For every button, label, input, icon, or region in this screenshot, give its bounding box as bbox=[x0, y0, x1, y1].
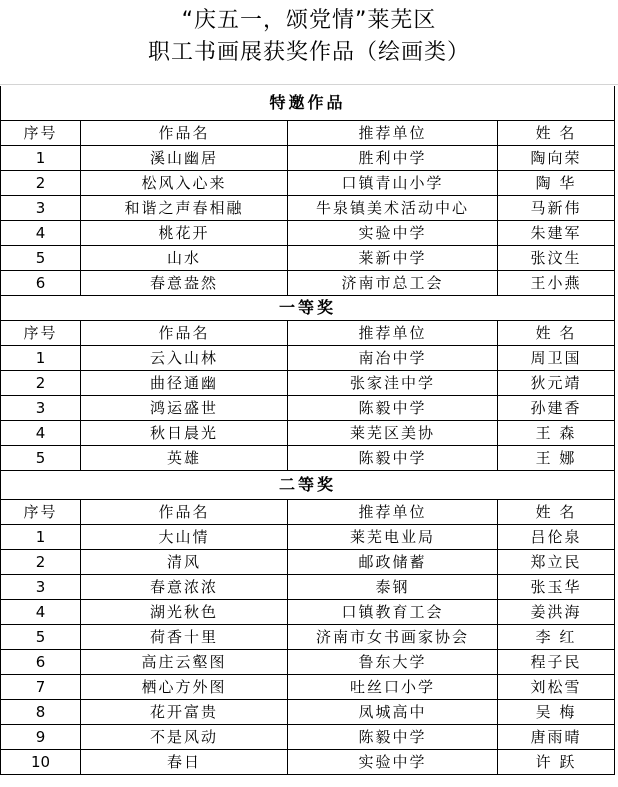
column-header: 姓 名 bbox=[498, 321, 615, 346]
cell-title: 湖光秋色 bbox=[81, 600, 288, 625]
awards-table bbox=[0, 86, 615, 775]
cell-unit: 济南市总工会 bbox=[288, 271, 498, 296]
section-title: 特邀作品 bbox=[1, 86, 615, 121]
cell-title: 溪山幽居 bbox=[81, 146, 288, 171]
cell-title: 春意盎然 bbox=[81, 271, 288, 296]
cell-name: 王 森 bbox=[498, 421, 615, 446]
cell-unit: 实验中学 bbox=[288, 221, 498, 246]
cell-unit: 莱芜区美协 bbox=[288, 421, 498, 446]
table-row bbox=[1, 371, 615, 396]
cell-number: 4 bbox=[1, 600, 81, 625]
cell-number: 5 bbox=[1, 446, 81, 471]
column-header: 推荐单位 bbox=[288, 500, 498, 525]
cell-unit: 口镇青山小学 bbox=[288, 171, 498, 196]
section-title: 一等奖 bbox=[1, 296, 615, 321]
cell-unit: 莱芜电业局 bbox=[288, 525, 498, 550]
cell-number: 2 bbox=[1, 171, 81, 196]
cell-number: 4 bbox=[1, 221, 81, 246]
cell-unit: 胜利中学 bbox=[288, 146, 498, 171]
cell-number: 3 bbox=[1, 196, 81, 221]
cell-name: 张汶生 bbox=[498, 246, 615, 271]
sheet-gridline bbox=[0, 84, 618, 85]
cell-name: 王小燕 bbox=[498, 271, 615, 296]
table-row bbox=[1, 525, 615, 550]
section-row bbox=[1, 296, 615, 321]
title-block bbox=[0, 0, 618, 86]
cell-name: 程子民 bbox=[498, 650, 615, 675]
cell-number: 4 bbox=[1, 421, 81, 446]
title-line-2: 职工书画展获奖作品（绘画类） bbox=[147, 40, 470, 65]
cell-number: 3 bbox=[1, 575, 81, 600]
cell-number: 7 bbox=[1, 675, 81, 700]
cell-title: 秋日晨光 bbox=[81, 421, 288, 446]
cell-name: 郑立民 bbox=[498, 550, 615, 575]
cell-unit: 口镇教育工会 bbox=[288, 600, 498, 625]
cell-number: 1 bbox=[1, 346, 81, 371]
cell-name: 孙建香 bbox=[498, 396, 615, 421]
cell-title: 和谐之声春相融 bbox=[81, 196, 288, 221]
cell-name: 狄元靖 bbox=[498, 371, 615, 396]
table-row bbox=[1, 221, 615, 246]
table-row bbox=[1, 600, 615, 625]
cell-unit: 吐丝口小学 bbox=[288, 675, 498, 700]
cell-name: 李 红 bbox=[498, 625, 615, 650]
cell-unit: 牛泉镇美术活动中心 bbox=[288, 196, 498, 221]
cell-number: 8 bbox=[1, 700, 81, 725]
table-row bbox=[1, 550, 615, 575]
cell-number: 3 bbox=[1, 396, 81, 421]
cell-title: 花开富贵 bbox=[81, 700, 288, 725]
cell-number: 1 bbox=[1, 146, 81, 171]
cell-number: 2 bbox=[1, 550, 81, 575]
table-row bbox=[1, 625, 615, 650]
cell-number: 10 bbox=[1, 750, 81, 775]
cell-name: 陶向荣 bbox=[498, 146, 615, 171]
cell-name: 王 娜 bbox=[498, 446, 615, 471]
cell-name: 陶 华 bbox=[498, 171, 615, 196]
cell-title: 春意浓浓 bbox=[81, 575, 288, 600]
table-row bbox=[1, 421, 615, 446]
table-row bbox=[1, 346, 615, 371]
cell-name: 张玉华 bbox=[498, 575, 615, 600]
cell-title: 鸿运盛世 bbox=[81, 396, 288, 421]
column-header: 推荐单位 bbox=[288, 121, 498, 146]
cell-unit: 凤城高中 bbox=[288, 700, 498, 725]
title-line-1: “庆五一，颂党情”莱芜区 bbox=[181, 8, 437, 33]
cell-title: 大山情 bbox=[81, 525, 288, 550]
cell-number: 9 bbox=[1, 725, 81, 750]
column-header: 姓 名 bbox=[498, 500, 615, 525]
cell-name: 许 跃 bbox=[498, 750, 615, 775]
column-header: 序号 bbox=[1, 321, 81, 346]
cell-unit: 张家洼中学 bbox=[288, 371, 498, 396]
cell-name: 唐雨晴 bbox=[498, 725, 615, 750]
section-title: 二等奖 bbox=[1, 471, 615, 500]
cell-title: 英雄 bbox=[81, 446, 288, 471]
cell-number: 6 bbox=[1, 650, 81, 675]
column-header: 序号 bbox=[1, 500, 81, 525]
cell-name: 刘松雪 bbox=[498, 675, 615, 700]
cell-name: 吕伦泉 bbox=[498, 525, 615, 550]
table-row bbox=[1, 725, 615, 750]
column-header: 作品名 bbox=[81, 321, 288, 346]
table-row bbox=[1, 396, 615, 421]
cell-title: 曲径通幽 bbox=[81, 371, 288, 396]
cell-title: 桃花开 bbox=[81, 221, 288, 246]
header-row bbox=[1, 121, 615, 146]
cell-title: 清风 bbox=[81, 550, 288, 575]
cell-title: 高庄云壑图 bbox=[81, 650, 288, 675]
cell-title: 荷香十里 bbox=[81, 625, 288, 650]
table-row bbox=[1, 171, 615, 196]
table-row bbox=[1, 196, 615, 221]
cell-unit: 鲁东大学 bbox=[288, 650, 498, 675]
cell-number: 5 bbox=[1, 246, 81, 271]
table-row bbox=[1, 750, 615, 775]
cell-title: 不是风动 bbox=[81, 725, 288, 750]
table-row bbox=[1, 146, 615, 171]
cell-unit: 陈毅中学 bbox=[288, 725, 498, 750]
header-row bbox=[1, 500, 615, 525]
cell-unit: 实验中学 bbox=[288, 750, 498, 775]
column-header: 作品名 bbox=[81, 500, 288, 525]
cell-number: 6 bbox=[1, 271, 81, 296]
cell-name: 朱建军 bbox=[498, 221, 615, 246]
cell-unit: 南冶中学 bbox=[288, 346, 498, 371]
table-row bbox=[1, 650, 615, 675]
cell-name: 周卫国 bbox=[498, 346, 615, 371]
column-header: 推荐单位 bbox=[288, 321, 498, 346]
cell-unit: 邮政储蓄 bbox=[288, 550, 498, 575]
section-row bbox=[1, 471, 615, 500]
table-row bbox=[1, 446, 615, 471]
table-row bbox=[1, 271, 615, 296]
table-row bbox=[1, 700, 615, 725]
cell-number: 5 bbox=[1, 625, 81, 650]
header-row bbox=[1, 321, 615, 346]
table-row bbox=[1, 575, 615, 600]
cell-title: 山水 bbox=[81, 246, 288, 271]
cell-unit: 泰钢 bbox=[288, 575, 498, 600]
cell-name: 吴 梅 bbox=[498, 700, 615, 725]
cell-title: 云入山林 bbox=[81, 346, 288, 371]
cell-name: 马新伟 bbox=[498, 196, 615, 221]
cell-unit: 陈毅中学 bbox=[288, 446, 498, 471]
cell-unit: 陈毅中学 bbox=[288, 396, 498, 421]
column-header: 序号 bbox=[1, 121, 81, 146]
table-row bbox=[1, 675, 615, 700]
column-header: 姓 名 bbox=[498, 121, 615, 146]
table-row bbox=[1, 246, 615, 271]
cell-number: 1 bbox=[1, 525, 81, 550]
cell-name: 姜洪海 bbox=[498, 600, 615, 625]
cell-title: 栖心方外图 bbox=[81, 675, 288, 700]
column-header: 作品名 bbox=[81, 121, 288, 146]
cell-title: 春日 bbox=[81, 750, 288, 775]
cell-title: 松风入心来 bbox=[81, 171, 288, 196]
cell-number: 2 bbox=[1, 371, 81, 396]
cell-unit: 莱新中学 bbox=[288, 246, 498, 271]
cell-unit: 济南市女书画家协会 bbox=[288, 625, 498, 650]
section-row bbox=[1, 86, 615, 121]
